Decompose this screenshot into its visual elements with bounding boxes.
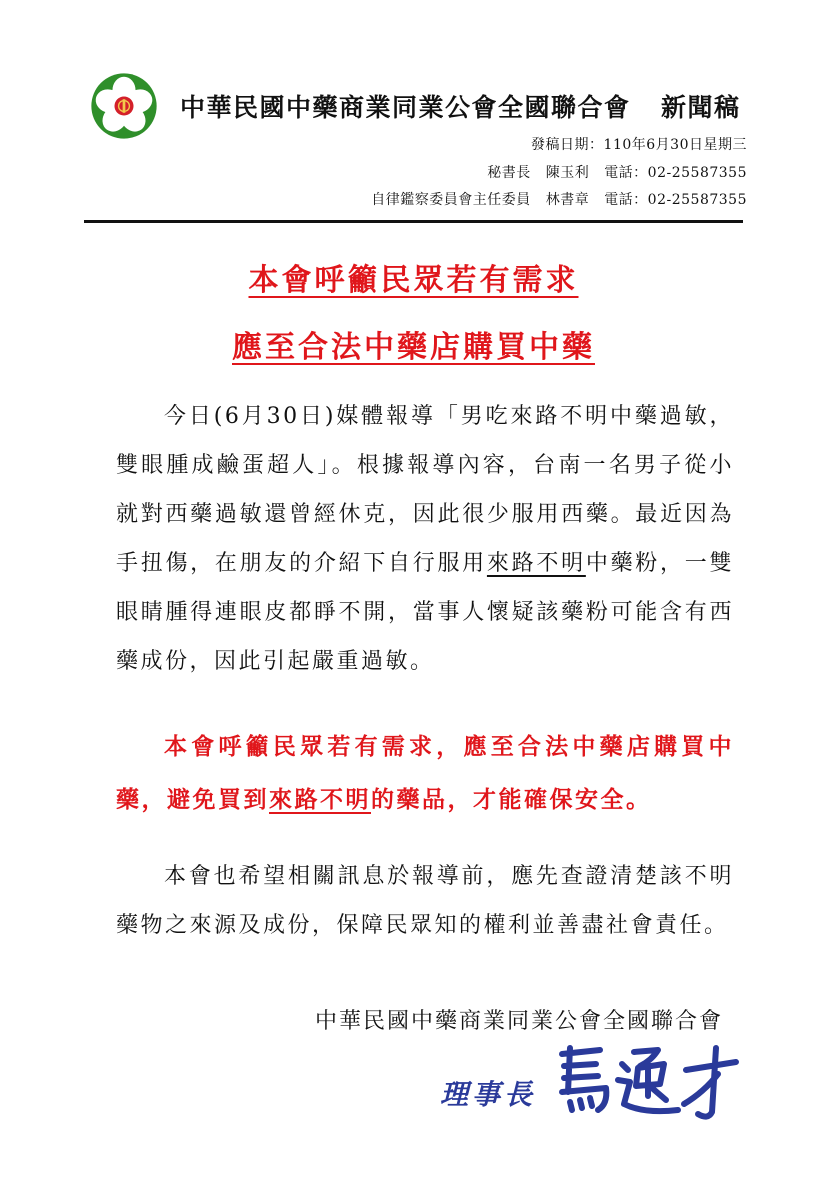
contact-committee-chair [371, 189, 747, 209]
header-divider [84, 220, 743, 223]
plum-blossom-emblem-icon [90, 72, 158, 140]
handwritten-signature [548, 1040, 748, 1126]
paragraph-text: 的藥品，才能確保安全。 [371, 786, 652, 813]
contact-name: 林書章 [545, 192, 590, 208]
underlined-phrase: 來路不明 [486, 551, 586, 576]
body-paragraph-appeal [116, 720, 734, 826]
contact-role: 自律鑑察委員會主任委員 [371, 192, 531, 208]
contact-phone: 電話：02-25587355 [604, 165, 747, 181]
paragraph-text: 今日(6月30日)媒體報導「男吃來路不明中藥過敏，雙眼腫成鹼蛋超人」。根據報導內容，台南一名男子從小就對西藥過敏還曾經休克，因此很少服用西藥。最近因為手扭傷，在朋友的介紹下自行服用 [116, 404, 734, 576]
headline-text: 應至合法中藥店購買中藥 [232, 330, 595, 365]
headline-line-2 [0, 322, 827, 366]
underlined-phrase: 來路不明 [269, 786, 371, 813]
contact-phone: 電話：02-25587355 [604, 192, 747, 208]
headline-text: 本會呼籲民眾若有需求 [248, 263, 579, 298]
closing-org-name: 中華民國中藥商業同業公會全國聯合會 [314, 1009, 723, 1034]
paragraph-text: 本會呼籲民眾若有需求，應至合法中藥店購買中藥，避免買到 [116, 733, 734, 813]
contact-role: 秘書長 [487, 165, 531, 181]
doc-type: 新聞稿 [660, 93, 741, 122]
press-release-header-title [180, 88, 740, 124]
contact-secretary-general [487, 162, 747, 182]
headline-line-1 [0, 255, 827, 299]
release-date: 發稿日期：110年6月30日星期三 [531, 137, 747, 153]
paragraph-text: 本會也希望相關訊息於報導前，應先查證清楚該不明藥物之來源及成份，保障民眾知的權利並善盡社會責任。 [116, 864, 734, 938]
paragraph-text: 中藥粉，一雙眼睛腫得連眼皮都睜不開，當事人懷疑該藥粉可能含有西藥成份，因此引起嚴重過敏。 [116, 551, 734, 674]
chairman-title: 理事長 [440, 1078, 537, 1111]
body-paragraph-3 [116, 852, 734, 950]
org-name: 中華民國中藥商業同業公會全國聯合會 [180, 93, 631, 122]
body-paragraph-1 [116, 392, 734, 686]
contact-name: 陳玉利 [545, 165, 590, 181]
